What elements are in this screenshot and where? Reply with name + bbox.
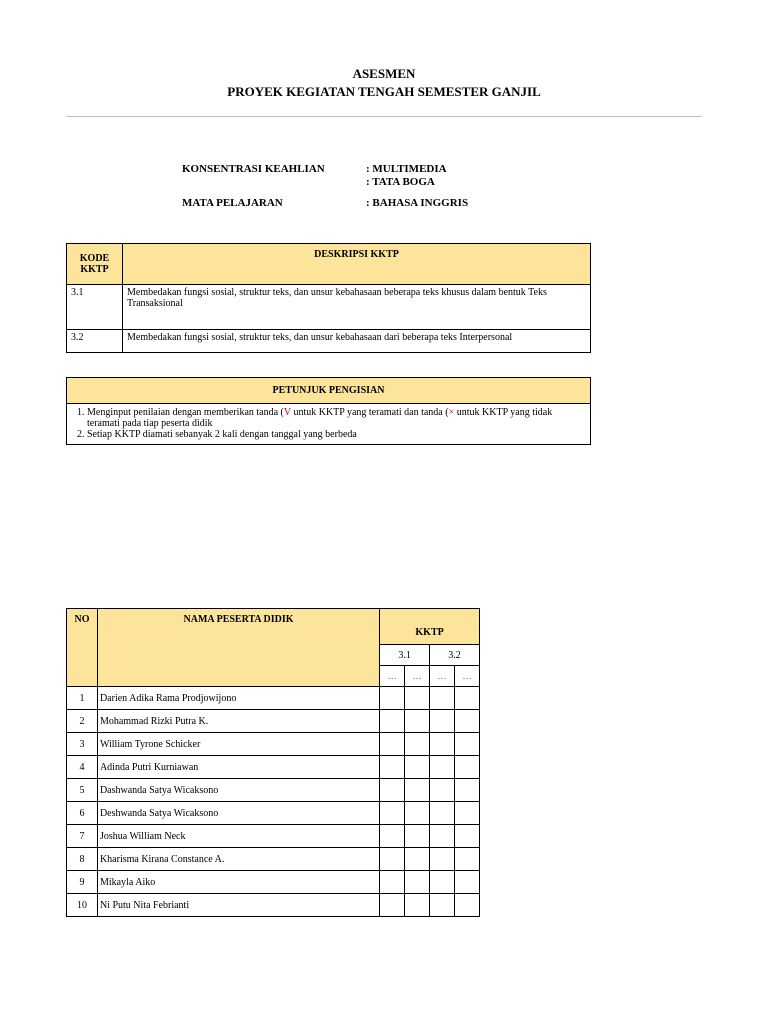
score-cell[interactable] — [405, 825, 430, 848]
score-cell[interactable] — [430, 687, 455, 710]
student-row — [67, 779, 480, 802]
konsentrasi-value-1: : MULTIMEDIA — [366, 163, 447, 175]
student-name: Mohammad Rizki Putra K. — [97, 710, 379, 733]
petunjuk-content — [67, 404, 591, 445]
student-assessment-table — [66, 608, 480, 917]
kktp-code: 3.2 — [67, 330, 123, 353]
score-cell[interactable] — [405, 733, 430, 756]
student-row — [67, 802, 480, 825]
student-number: 8 — [67, 848, 98, 871]
petunjuk-item-1-text-c: untuk KKTP yang tidak teramati pada tiap peserta didik — [87, 407, 553, 429]
score-cell[interactable] — [430, 756, 455, 779]
score-cell[interactable] — [455, 710, 480, 733]
petunjuk-title: PETUNJUK PENGISIAN — [67, 378, 591, 404]
student-name: Adinda Putri Kurniawan — [97, 756, 379, 779]
score-cell[interactable] — [405, 848, 430, 871]
score-cell[interactable] — [405, 756, 430, 779]
student-number: 2 — [67, 710, 98, 733]
kktp-group-header: KKTP — [380, 609, 480, 645]
score-cell[interactable] — [430, 848, 455, 871]
score-cell[interactable] — [455, 825, 480, 848]
kktp-desc: Membedakan fungsi sosial, struktur teks, dan unsur kebahasaan dari beberapa teks Interpersonal — [123, 330, 591, 353]
kktp-3-2-header: 3.2 — [430, 645, 480, 666]
check-mark-icon: V — [283, 407, 291, 418]
konsentrasi-label: KONSENTRASI KEAHLIAN — [182, 163, 325, 175]
date-placeholder: … — [455, 666, 480, 687]
mapel-value: : BAHASA INGGRIS — [366, 197, 469, 209]
score-cell[interactable] — [405, 779, 430, 802]
score-cell[interactable] — [380, 825, 405, 848]
student-number: 7 — [67, 825, 98, 848]
score-cell[interactable] — [455, 779, 480, 802]
score-cell[interactable] — [380, 733, 405, 756]
date-placeholder: … — [405, 666, 430, 687]
student-rows — [67, 687, 480, 917]
score-cell[interactable] — [455, 756, 480, 779]
kktp-row — [67, 330, 591, 353]
kktp-code-header-line1: KODE — [79, 253, 110, 264]
student-number: 6 — [67, 802, 98, 825]
student-number: 1 — [67, 687, 98, 710]
header-divider — [66, 116, 702, 117]
score-cell[interactable] — [430, 710, 455, 733]
score-cell[interactable] — [430, 825, 455, 848]
score-cell[interactable] — [380, 848, 405, 871]
student-name: Ni Putu Nita Febrianti — [97, 894, 379, 917]
kktp-code: 3.1 — [67, 285, 123, 330]
score-cell[interactable] — [380, 756, 405, 779]
score-cell[interactable] — [455, 894, 480, 917]
kktp-header-row — [67, 244, 591, 285]
kktp-3-1-header: 3.1 — [380, 645, 430, 666]
score-cell[interactable] — [455, 733, 480, 756]
kktp-desc-header: DESKRIPSI KKTP — [123, 244, 591, 285]
kktp-desc: Membedakan fungsi sosial, struktur teks, dan unsur kebahasaan beberapa teks khusus dalam bentuk Teks Transaksional — [123, 285, 591, 330]
score-cell[interactable] — [430, 894, 455, 917]
no-header: NO — [67, 609, 98, 687]
student-row — [67, 871, 480, 894]
document-subtitle: PROYEK KEGIATAN TENGAH SEMESTER GANJIL — [227, 84, 541, 99]
kktp-table — [66, 243, 591, 353]
score-cell[interactable] — [430, 871, 455, 894]
score-cell[interactable] — [430, 802, 455, 825]
score-cell[interactable] — [380, 894, 405, 917]
student-name: Kharisma Kirana Constance A. — [97, 848, 379, 871]
score-cell[interactable] — [380, 871, 405, 894]
score-cell[interactable] — [430, 733, 455, 756]
student-row — [67, 894, 480, 917]
score-cell[interactable] — [455, 687, 480, 710]
kktp-code-header — [67, 244, 123, 285]
score-cell[interactable] — [405, 871, 430, 894]
score-cell[interactable] — [430, 779, 455, 802]
petunjuk-item-1 — [87, 407, 586, 429]
student-name: Darien Adika Rama Prodjowijono — [97, 687, 379, 710]
student-row — [67, 710, 480, 733]
score-cell[interactable] — [455, 871, 480, 894]
petunjuk-table — [66, 377, 591, 445]
score-cell[interactable] — [380, 779, 405, 802]
student-row — [67, 687, 480, 710]
score-cell[interactable] — [405, 802, 430, 825]
cross-mark-icon: × — [448, 407, 455, 418]
student-row — [67, 848, 480, 871]
student-name: Mikayla Aiko — [97, 871, 379, 894]
konsentrasi-value-2: : TATA BOGA — [366, 176, 435, 188]
student-number: 3 — [67, 733, 98, 756]
score-cell[interactable] — [455, 848, 480, 871]
score-cell[interactable] — [380, 687, 405, 710]
score-cell[interactable] — [405, 710, 430, 733]
student-number: 5 — [67, 779, 98, 802]
student-row — [67, 733, 480, 756]
score-cell[interactable] — [405, 687, 430, 710]
score-cell[interactable] — [405, 894, 430, 917]
student-row — [67, 756, 480, 779]
student-row — [67, 825, 480, 848]
student-name: William Tyrone Schicker — [97, 733, 379, 756]
mapel-label: MATA PELAJARAN — [182, 197, 283, 209]
score-cell[interactable] — [455, 802, 480, 825]
student-number: 4 — [67, 756, 98, 779]
date-placeholder: … — [430, 666, 455, 687]
student-name: Deshwanda Satya Wicaksono — [97, 802, 379, 825]
petunjuk-item-1-text-b: untuk KKTP yang teramati dan tanda ( — [290, 407, 449, 418]
name-header: NAMA PESERTA DIDIK — [97, 609, 379, 687]
kktp-code-header-line2: KKTP — [80, 264, 109, 275]
student-name: Dashwanda Satya Wicaksono — [97, 779, 379, 802]
petunjuk-item-1-text-a: Menginput penilaian dengan memberikan tanda ( — [87, 407, 284, 418]
score-cell[interactable] — [380, 710, 405, 733]
score-cell[interactable] — [380, 802, 405, 825]
student-number: 9 — [67, 871, 98, 894]
student-name: Joshua William Neck — [97, 825, 379, 848]
student-number: 10 — [67, 894, 98, 917]
document-title: ASESMEN — [352, 66, 416, 81]
date-placeholder: … — [380, 666, 405, 687]
petunjuk-item-2: 2. Setiap KKTP diamati sebanyak 2 kali dengan tanggal yang berbeda — [87, 429, 586, 440]
kktp-row — [67, 285, 591, 330]
